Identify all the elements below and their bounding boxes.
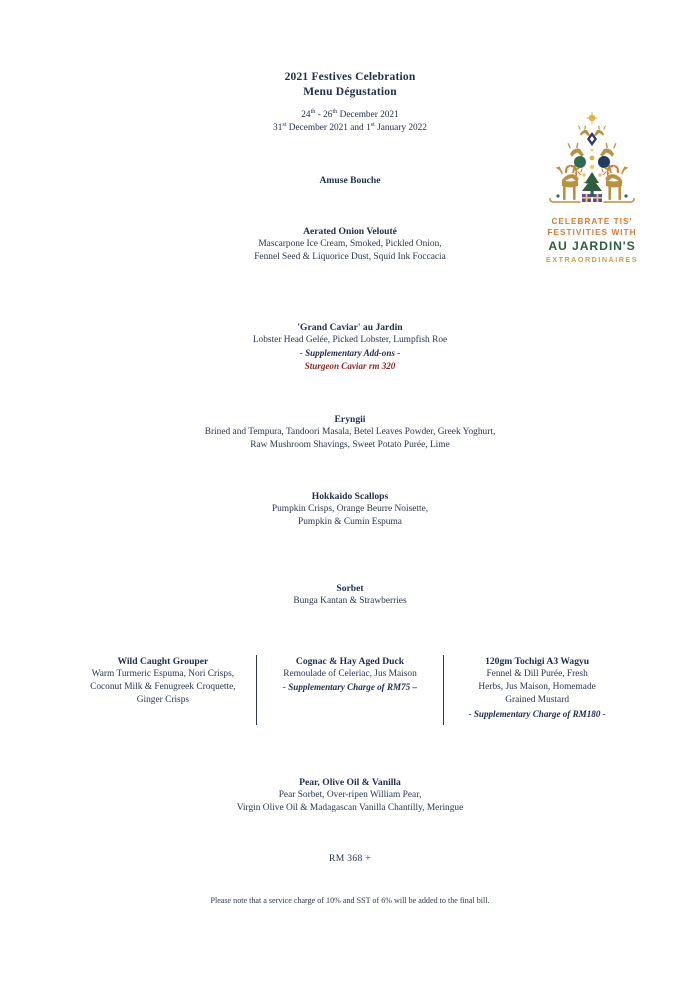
service-charge-disclaimer: Please note that a service charge of 10% and SST of 6% will be added to the final bill. [210, 896, 490, 905]
course-pear-olive-oil-vanilla [0, 776, 700, 815]
logo-line-4: EXTRAORDINAIRES [546, 255, 638, 264]
course-desc-line: Herbs, Jus Maison, Homemade [478, 682, 596, 693]
course-desc-line: Raw Mushroom Shavings, Sweet Potato Purée, Lime [250, 440, 450, 451]
date-2-middle: December 2021 and 1 [286, 123, 371, 133]
course-desc-line: Pumpkin & Cumin Espuma [298, 517, 402, 528]
ornament [574, 156, 586, 168]
course-desc-line: Mascarpone Ice Cream, Smoked, Pickled Onion, [258, 239, 442, 249]
course-desc-line: Pumpkin Crisps, Orange Beurre Noisette, [271, 504, 429, 514]
course-sorbet [0, 582, 700, 608]
course-title: Amuse Bouche [319, 175, 381, 186]
date-1-day-start: 24 [301, 110, 311, 120]
logo-line-2: FESTIVITIES WITH [547, 227, 637, 237]
date-2-sup-1: st [282, 120, 287, 128]
date-1-sup-1: th [310, 107, 316, 115]
supplementary-charge-wagyu: - Supplementary Charge of RM180 - [468, 708, 606, 719]
menu-price: RM 368 + [329, 853, 371, 864]
date-2-day-start: 31 [273, 123, 283, 133]
menu-title-line-1: 2021 Festives Celebration [284, 71, 416, 83]
festive-tree-icon [532, 110, 652, 215]
main-option-wagyu [444, 655, 630, 721]
course-desc-line: Remoulade of Celeriac, Jus Maison [283, 669, 417, 679]
sturgeon-caviar-price: Sturgeon Caviar rm 320 [304, 361, 396, 372]
course-desc-line: Pear Sorbet, Over-ripen William Pear, [278, 790, 422, 800]
course-desc-line: Fennel Seed & Liquorice Dust, Squid Ink Foccacia [254, 252, 446, 263]
course-aerated-onion-veloute [0, 225, 700, 264]
course-title: Hokkaido Scallops [311, 491, 389, 502]
course-title: Sorbet [336, 583, 364, 594]
course-title: Pear, Olive Oil & Vanilla [299, 777, 401, 788]
course-title: 'Grand Caviar' au Jardin [297, 322, 403, 333]
course-hokkaido-scallops [0, 490, 700, 529]
course-desc-line: Lobster Head Gelée, Picked Lobster, Lumpfish Roe [252, 335, 448, 345]
date-1-month-year: December 2021 [337, 110, 399, 120]
date-1-day-end: - 26 [315, 110, 333, 120]
logo-brand-name: AU JARDIN'S [548, 239, 636, 253]
course-amuse-bouche [0, 174, 700, 187]
main-course-options [70, 655, 630, 725]
course-eryngii [0, 413, 700, 452]
course-title: Aerated Onion Velouté [303, 226, 397, 237]
course-title: 120gm Tochigi A3 Wagyu [485, 656, 590, 667]
course-desc-line: Fennel & Dill Purée, Fresh [486, 669, 588, 679]
course-desc-line: Bunga Kantan & Strawberries [293, 596, 407, 606]
main-option-duck [257, 655, 443, 694]
ornament [598, 156, 610, 168]
course-desc-line: Brined and Tempura, Tandoori Masala, Betel Leaves Powder, Greek Yoghurt, [204, 427, 496, 437]
course-title: Eryngii [334, 414, 366, 425]
course-desc-line: Warm Turmeric Espuma, Nori Crisps, [91, 669, 235, 679]
course-title: Cognac & Hay Aged Duck [295, 656, 405, 667]
course-grand-caviar-au-jardin [0, 321, 700, 373]
course-desc-line: Ginger Crisps [136, 695, 190, 706]
course-desc-line: Coconut Milk & Fenugreek Croquette, [90, 682, 236, 693]
supplementary-addons-label: - Supplementary Add-ons - [299, 348, 401, 359]
course-title: Wild Caught Grouper [117, 656, 209, 667]
logo-line-1: CELEBRATE TIS' [551, 217, 633, 226]
supplementary-charge-duck: - Supplementary Charge of RM75 – [282, 682, 418, 693]
date-2-sup-2: st [370, 120, 375, 128]
menu-title-line-2: Menu Dégustation [303, 86, 397, 98]
course-desc-line: Grained Mustard [505, 695, 570, 706]
date-2-month-year: January 2022 [374, 123, 427, 133]
main-option-grouper [70, 655, 256, 708]
course-desc-line: Virgin Olive Oil & Madagascan Vanilla Chantilly, Meringue [236, 803, 464, 814]
date-1-sup-2: th [332, 107, 338, 115]
